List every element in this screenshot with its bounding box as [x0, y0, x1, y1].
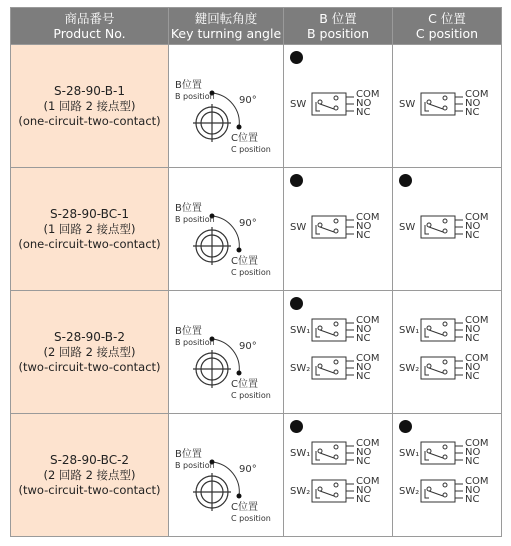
sw1-label: SW₁ — [290, 448, 311, 459]
angle-label: 90° — [239, 95, 257, 106]
b-position-label-jp: B位置 — [175, 203, 202, 214]
header-key-angle-en: Key turning angle — [170, 26, 282, 41]
angle-label: 90° — [239, 218, 257, 229]
nc-contact — [443, 106, 447, 110]
position-active-dot — [290, 51, 303, 64]
nc-label: NC — [465, 494, 480, 505]
c-position-label-en: C position — [231, 145, 271, 154]
nc-contact — [443, 455, 447, 459]
common-contact — [318, 223, 322, 227]
switch-box — [312, 357, 346, 379]
sw1-label: SW₁ — [290, 325, 311, 336]
b-position-cell — [284, 291, 393, 414]
switch-box — [421, 93, 455, 115]
no-contact — [334, 219, 338, 223]
no-contact — [443, 445, 447, 449]
sw2-label: SW₂ — [399, 486, 420, 497]
product-type-jp: (1 回路 2 接点型) — [43, 98, 136, 113]
c-position-cell — [393, 291, 502, 414]
position-active-dot — [290, 420, 303, 433]
position-active-dot — [290, 297, 303, 310]
product-type-jp: (2 回路 2 接点型) — [43, 344, 136, 359]
no-label: NO — [356, 362, 372, 373]
no-label: NO — [356, 324, 372, 335]
com-label: COM — [356, 353, 380, 364]
product-type-en: (one-circuit-two-contact) — [18, 236, 161, 251]
no-label: NO — [465, 98, 481, 109]
nc-label: NC — [465, 230, 480, 241]
c-position-label-en: C position — [231, 268, 271, 277]
nc-label: NC — [356, 333, 371, 344]
header-b-position-jp: B 位置 — [319, 11, 357, 26]
no-label: NO — [356, 98, 372, 109]
product-type-en: (one-circuit-two-contact) — [18, 113, 161, 128]
c-position-label-jp: C位置 — [231, 256, 258, 267]
key-angle-cell — [169, 414, 284, 537]
com-label: COM — [465, 353, 489, 364]
common-contact — [427, 449, 431, 453]
key-angle-cell — [169, 45, 284, 168]
switch-box — [421, 480, 455, 502]
header-product-no — [11, 8, 169, 45]
c-position-marker — [237, 248, 242, 253]
c-position-label-jp: C位置 — [231, 502, 258, 513]
position-active-dot — [399, 174, 412, 187]
common-contact — [318, 449, 322, 453]
c-position-cell — [393, 45, 502, 168]
nc-label: NC — [356, 107, 371, 118]
c-position-marker — [237, 371, 242, 376]
b-position-label-jp: B位置 — [175, 326, 202, 337]
nc-label: NC — [465, 107, 480, 118]
table-row — [11, 45, 502, 168]
switch-box — [421, 442, 455, 464]
common-contact — [427, 100, 431, 104]
no-contact — [443, 219, 447, 223]
no-contact — [334, 322, 338, 326]
common-contact — [427, 487, 431, 491]
nc-label: NC — [465, 456, 480, 467]
no-label: NO — [465, 447, 481, 458]
com-label: COM — [465, 476, 489, 487]
table-row — [11, 414, 502, 537]
common-contact — [318, 326, 322, 330]
no-contact — [334, 483, 338, 487]
no-label: NO — [356, 221, 372, 232]
com-label: COM — [356, 476, 380, 487]
sw2-label: SW₂ — [399, 363, 420, 374]
no-label: NO — [356, 485, 372, 496]
nc-contact — [443, 370, 447, 374]
c-position-cell — [393, 414, 502, 537]
position-active-dot — [399, 420, 412, 433]
header-row — [11, 8, 502, 45]
product-type-jp: (2 回路 2 接点型) — [43, 467, 136, 482]
product-code: S-28-90-B-2 — [54, 329, 125, 344]
product-type-en: (two-circuit-two-contact) — [18, 359, 161, 374]
switch-box — [421, 357, 455, 379]
no-label: NO — [465, 362, 481, 373]
common-contact — [318, 487, 322, 491]
sw-label: SW — [290, 99, 307, 110]
nc-contact — [334, 229, 338, 233]
c-position-marker — [237, 494, 242, 499]
com-label: COM — [356, 212, 380, 223]
no-contact — [443, 96, 447, 100]
header-c-position — [393, 8, 502, 45]
product-cell — [11, 291, 169, 414]
switch-box — [421, 216, 455, 238]
b-position-cell — [284, 414, 393, 537]
sw-label: SW — [399, 99, 416, 110]
nc-label: NC — [465, 333, 480, 344]
nc-contact — [443, 229, 447, 233]
position-active-dot — [290, 174, 303, 187]
product-code: S-28-90-BC-1 — [49, 206, 130, 221]
no-contact — [334, 96, 338, 100]
product-code: S-28-90-BC-2 — [49, 452, 130, 467]
sw1-label: SW₁ — [399, 448, 420, 459]
common-contact — [427, 364, 431, 368]
no-contact — [443, 483, 447, 487]
com-label: COM — [356, 315, 380, 326]
common-contact — [318, 100, 322, 104]
angle-label: 90° — [239, 341, 257, 352]
b-position-cell — [284, 168, 393, 291]
no-contact — [443, 322, 447, 326]
no-contact — [334, 360, 338, 364]
com-label: COM — [465, 315, 489, 326]
nc-contact — [334, 332, 338, 336]
header-b-position-en: B position — [306, 26, 370, 41]
b-position-label-jp: B位置 — [175, 449, 202, 460]
b-position-label-en: B position — [175, 215, 215, 224]
c-position-label-jp: C位置 — [231, 133, 258, 144]
header-c-position-en: C position — [415, 26, 479, 41]
switch-box — [312, 319, 346, 341]
spec-table-container — [10, 7, 501, 536]
angle-label: 90° — [239, 464, 257, 475]
b-position-label-en: B position — [175, 461, 215, 470]
nc-contact — [334, 455, 338, 459]
switch-box — [312, 442, 346, 464]
sw-label: SW — [290, 222, 307, 233]
nc-contact — [334, 106, 338, 110]
switch-box — [421, 319, 455, 341]
c-position-cell — [393, 168, 502, 291]
c-position-label-en: C position — [231, 514, 271, 523]
com-label: COM — [356, 89, 380, 100]
no-contact — [443, 360, 447, 364]
no-label: NO — [465, 485, 481, 496]
c-position-marker — [237, 125, 242, 130]
b-position-label-jp: B位置 — [175, 80, 202, 91]
b-position-cell — [284, 45, 393, 168]
common-contact — [318, 364, 322, 368]
product-cell — [11, 45, 169, 168]
sw2-label: SW₂ — [290, 486, 311, 497]
nc-contact — [443, 332, 447, 336]
nc-label: NC — [356, 456, 371, 467]
nc-label: NC — [356, 494, 371, 505]
key-angle-cell — [169, 168, 284, 291]
table-row — [11, 291, 502, 414]
no-contact — [334, 445, 338, 449]
switch-box — [312, 93, 346, 115]
spec-table — [10, 7, 502, 537]
c-position-label-en: C position — [231, 391, 271, 400]
nc-contact — [443, 493, 447, 497]
common-contact — [427, 223, 431, 227]
no-label: NO — [465, 221, 481, 232]
sw1-label: SW₁ — [399, 325, 420, 336]
product-code: S-28-90-B-1 — [54, 83, 125, 98]
com-label: COM — [465, 438, 489, 449]
com-label: COM — [465, 212, 489, 223]
header-c-position-jp: C 位置 — [428, 11, 466, 26]
product-cell — [11, 168, 169, 291]
c-position-label-jp: C位置 — [231, 379, 258, 390]
common-contact — [427, 326, 431, 330]
product-type-en: (two-circuit-two-contact) — [18, 482, 161, 497]
no-label: NO — [356, 447, 372, 458]
product-type-jp: (1 回路 2 接点型) — [43, 221, 136, 236]
product-cell — [11, 414, 169, 537]
table-row — [11, 168, 502, 291]
nc-label: NC — [356, 230, 371, 241]
nc-label: NC — [356, 371, 371, 382]
switch-box — [312, 480, 346, 502]
sw2-label: SW₂ — [290, 363, 311, 374]
b-position-label-en: B position — [175, 92, 215, 101]
nc-label: NC — [465, 371, 480, 382]
nc-contact — [334, 370, 338, 374]
header-b-position — [284, 8, 393, 45]
header-product-no-en: Product No. — [53, 26, 126, 41]
header-key-angle — [169, 8, 284, 45]
switch-box — [312, 216, 346, 238]
key-angle-cell — [169, 291, 284, 414]
b-position-label-en: B position — [175, 338, 215, 347]
com-label: COM — [465, 89, 489, 100]
no-label: NO — [465, 324, 481, 335]
nc-contact — [334, 493, 338, 497]
com-label: COM — [356, 438, 380, 449]
header-key-angle-jp: 鍵回転角度 — [194, 11, 258, 26]
sw-label: SW — [399, 222, 416, 233]
header-product-no-jp: 商品番号 — [64, 11, 115, 26]
